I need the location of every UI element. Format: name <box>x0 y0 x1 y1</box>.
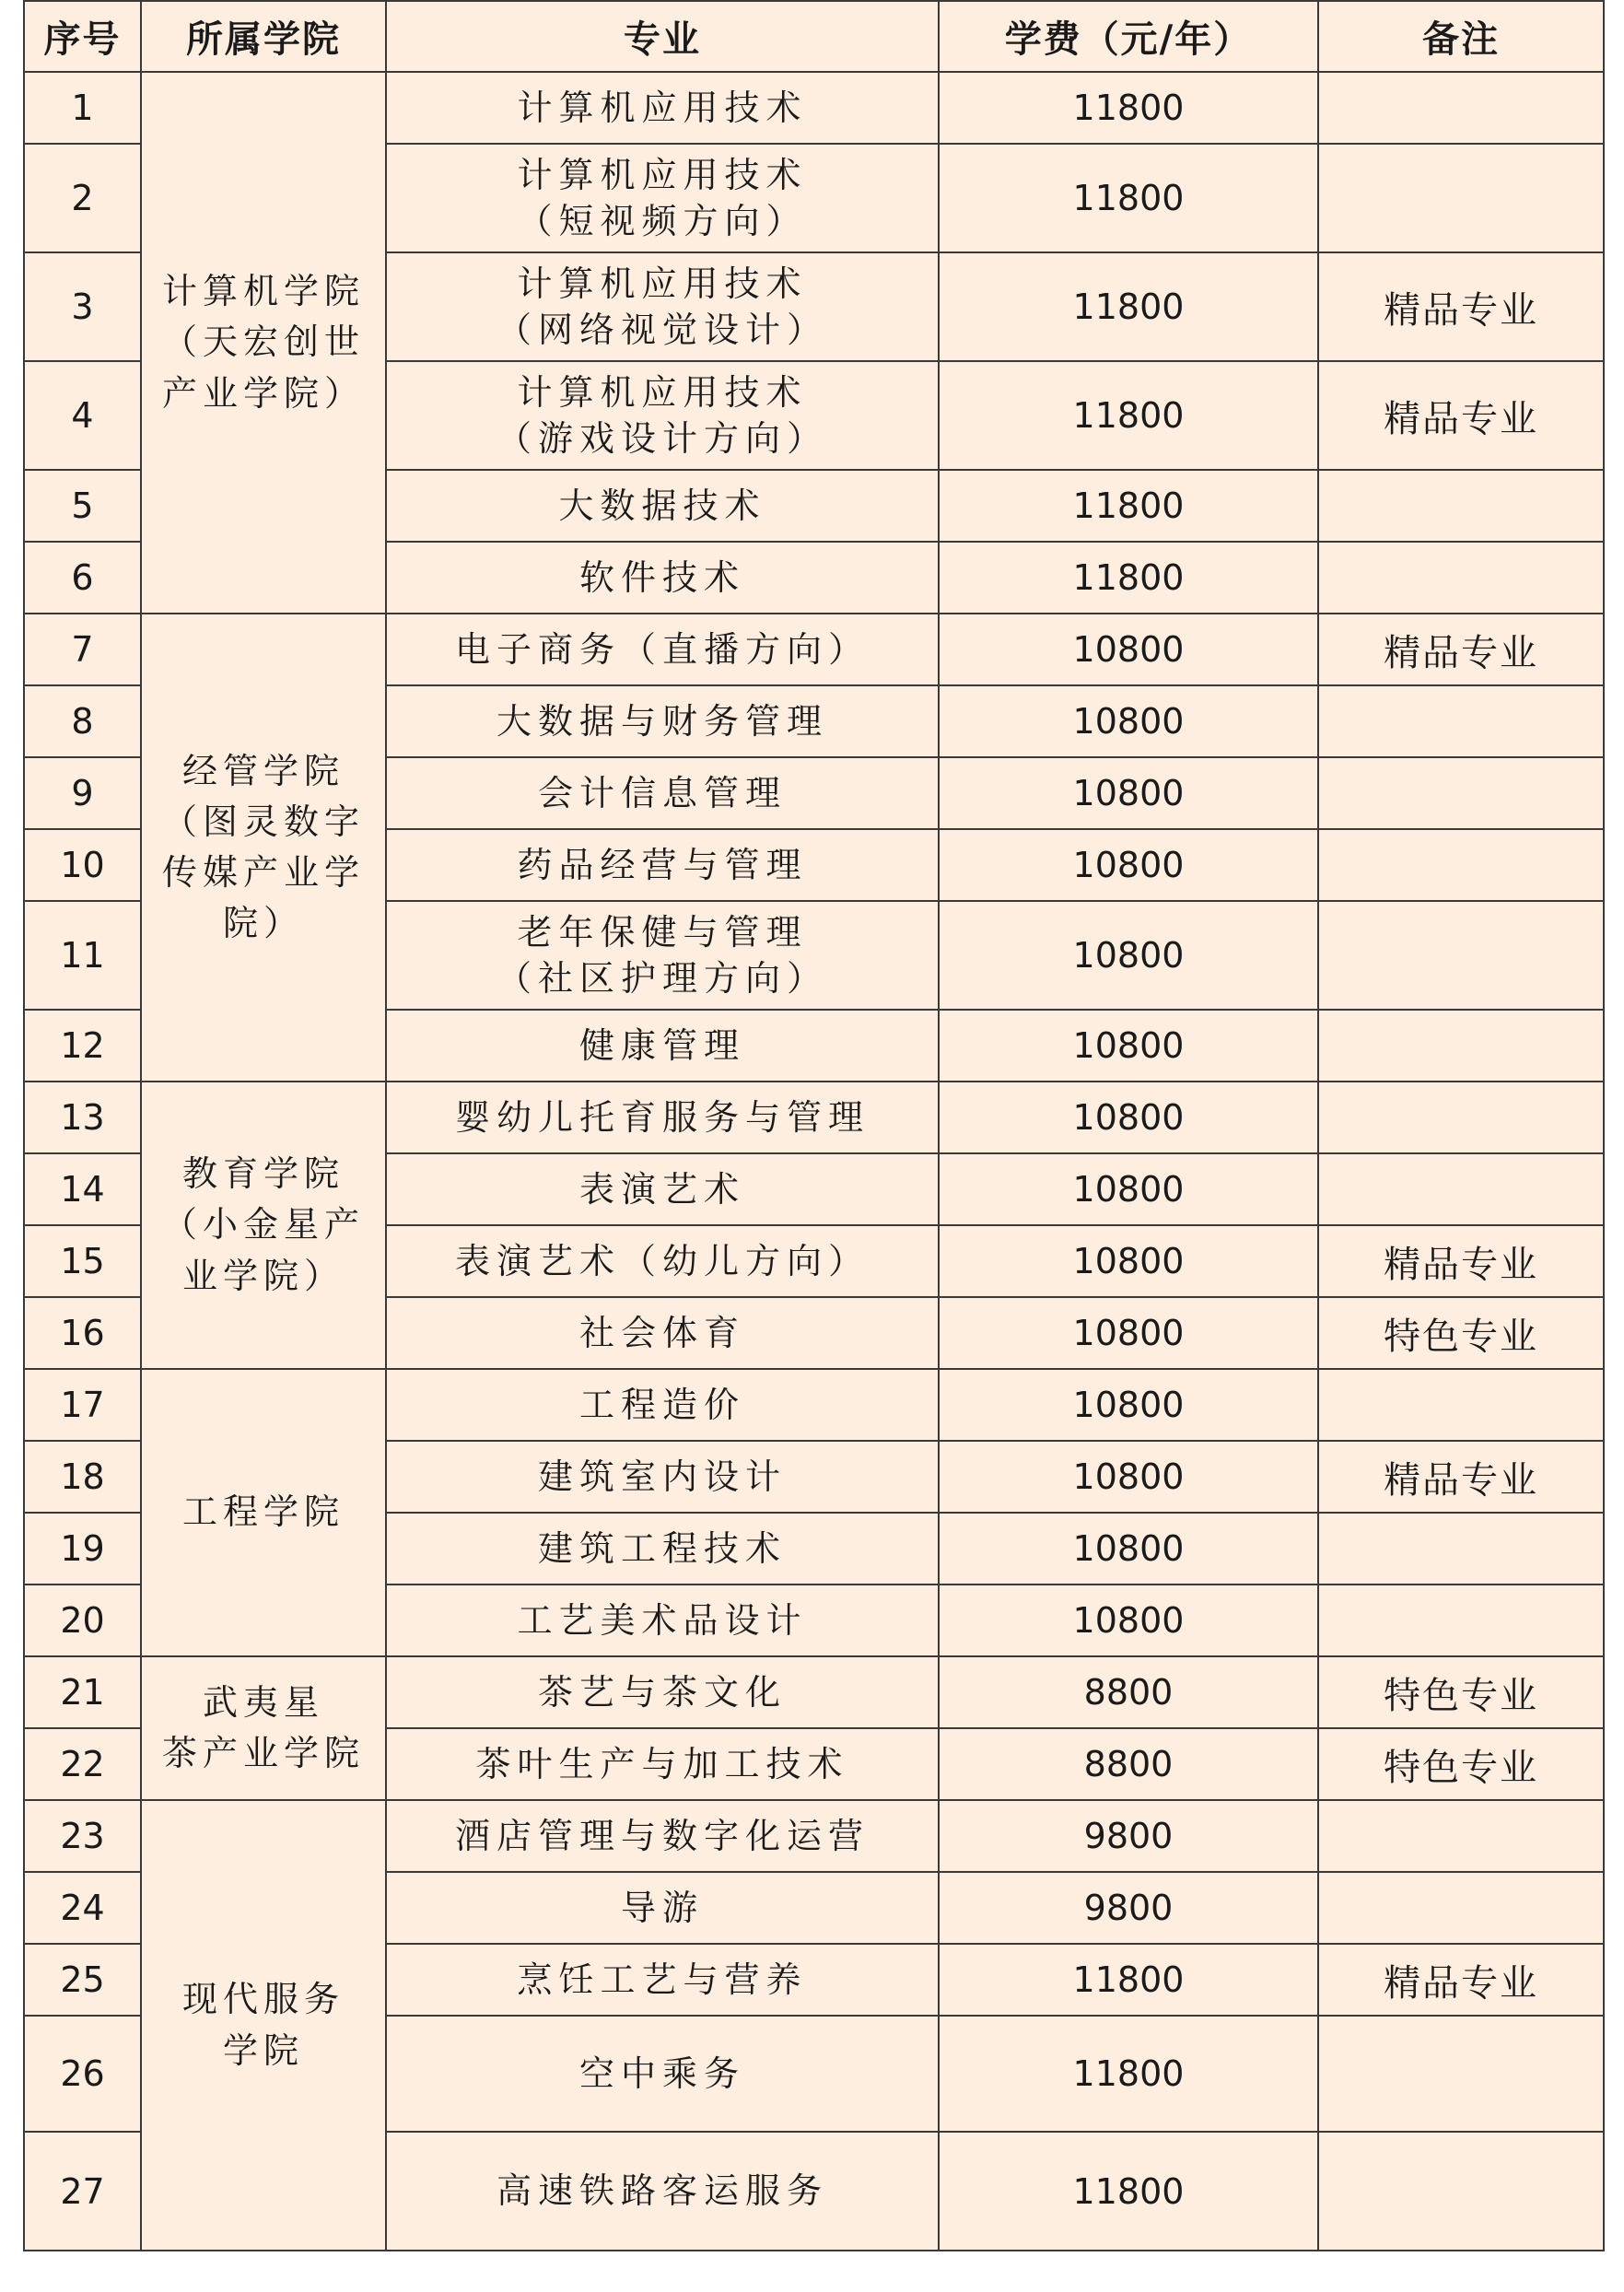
tuition-value: 11800 <box>939 144 1318 252</box>
major-name-line: （短视频方向） <box>517 201 808 241</box>
major-name-line: 会计信息管理 <box>537 772 787 813</box>
note-badge <box>1318 901 1604 1010</box>
header-major: 专业 <box>386 1 939 72</box>
major-name-line: （网络视觉设计） <box>496 310 828 350</box>
note-badge: 精品专业 <box>1318 614 1604 685</box>
row-index: 13 <box>24 1082 141 1153</box>
major-name <box>386 614 939 685</box>
major-name-line: 表演艺术（幼儿方向） <box>454 1240 870 1281</box>
major-name <box>386 901 939 1010</box>
row-index: 23 <box>24 1800 141 1872</box>
note-badge <box>1318 829 1604 901</box>
college-name-line: 茶产业学院 <box>161 1733 365 1773</box>
college-name <box>141 1656 386 1800</box>
college-name-line: 院） <box>222 903 304 944</box>
major-name <box>386 1153 939 1225</box>
major-name-line: 茶叶生产与加工技术 <box>475 1743 849 1784</box>
row-index: 1 <box>24 72 141 144</box>
row-index: 20 <box>24 1585 141 1656</box>
row-index: 10 <box>24 829 141 901</box>
major-name-line: 社会体育 <box>578 1312 745 1353</box>
tuition-value: 11800 <box>939 252 1318 361</box>
major-name <box>386 252 939 361</box>
college-name-line: （小金星产 <box>161 1204 365 1245</box>
header-row <box>24 1 1604 72</box>
row-index: 27 <box>24 2132 141 2251</box>
row-index: 12 <box>24 1010 141 1082</box>
major-name <box>386 542 939 614</box>
college-name-line: 学院 <box>222 2029 304 2071</box>
row-index: 2 <box>24 144 141 252</box>
college-name-line: 现代服务 <box>181 1979 345 2020</box>
college-name-line: 传媒产业学 <box>161 852 365 893</box>
major-name-line: 计算机应用技术 <box>517 371 808 413</box>
major-name <box>386 2016 939 2132</box>
major-name-line: 导游 <box>620 1887 704 1928</box>
college-name-line: 教育学院 <box>181 1153 345 1195</box>
note-badge <box>1318 1153 1604 1225</box>
note-badge <box>1318 2132 1604 2251</box>
major-name <box>386 1010 939 1082</box>
note-badge: 精品专业 <box>1318 252 1604 361</box>
major-name <box>386 1944 939 2016</box>
note-badge: 特色专业 <box>1318 1728 1604 1800</box>
major-name <box>386 1728 939 1800</box>
major-name <box>386 1225 939 1297</box>
row-index: 22 <box>24 1728 141 1800</box>
note-badge <box>1318 757 1604 829</box>
tuition-value: 10800 <box>939 1297 1318 1369</box>
row-index: 26 <box>24 2016 141 2132</box>
tuition-value: 10800 <box>939 1585 1318 1656</box>
row-index: 4 <box>24 361 141 470</box>
tuition-value: 10800 <box>939 1010 1318 1082</box>
college-name-line: 计算机学院 <box>161 271 365 312</box>
major-name-line: 软件技术 <box>578 556 745 598</box>
college-name-line: 武夷星 <box>202 1681 324 1723</box>
note-badge <box>1318 1010 1604 1082</box>
college-name <box>141 1082 386 1369</box>
major-name-line: 表演艺术 <box>578 1168 745 1210</box>
tuition-value: 9800 <box>939 1800 1318 1872</box>
tuition-value: 11800 <box>939 470 1318 542</box>
note-badge: 精品专业 <box>1318 1944 1604 2016</box>
note-badge <box>1318 1369 1604 1441</box>
major-name <box>386 757 939 829</box>
major-name-line: 计算机应用技术 <box>517 263 808 304</box>
major-name-line: 计算机应用技术 <box>517 154 808 195</box>
major-name-line: 工程造价 <box>578 1384 745 1425</box>
row-index: 25 <box>24 1944 141 2016</box>
major-name <box>386 361 939 470</box>
major-name <box>386 470 939 542</box>
major-name-line: 大数据与财务管理 <box>496 700 828 742</box>
note-badge: 特色专业 <box>1318 1656 1604 1728</box>
college-name-line: （图灵数字 <box>161 801 365 842</box>
major-name <box>386 1800 939 1872</box>
major-name <box>386 829 939 901</box>
header-college: 所属学院 <box>141 1 386 72</box>
tuition-value: 10800 <box>939 1153 1318 1225</box>
row-index: 9 <box>24 757 141 829</box>
major-name-line: 健康管理 <box>578 1024 745 1066</box>
note-badge: 精品专业 <box>1318 1441 1604 1513</box>
major-name-line: 茶艺与茶文化 <box>537 1671 787 1713</box>
major-name-line: 大数据技术 <box>558 485 766 526</box>
table-row <box>24 72 1604 144</box>
note-badge: 精品专业 <box>1318 1225 1604 1297</box>
tuition-value: 11800 <box>939 361 1318 470</box>
table-row <box>24 1800 1604 1872</box>
row-index: 7 <box>24 614 141 685</box>
table-row <box>24 1369 1604 1441</box>
row-index: 15 <box>24 1225 141 1297</box>
note-badge <box>1318 72 1604 144</box>
row-index: 24 <box>24 1872 141 1944</box>
note-badge: 精品专业 <box>1318 361 1604 470</box>
tuition-value: 10800 <box>939 1082 1318 1153</box>
college-name <box>141 614 386 1082</box>
college-name-line: （天宏创世 <box>161 322 365 363</box>
major-name <box>386 72 939 144</box>
header-index: 序号 <box>24 1 141 72</box>
major-name-line: 建筑工程技术 <box>537 1527 787 1569</box>
note-badge <box>1318 470 1604 542</box>
tuition-value: 10800 <box>939 1441 1318 1513</box>
college-name-line: 经管学院 <box>181 750 345 791</box>
tuition-value: 8800 <box>939 1728 1318 1800</box>
major-name-line: 药品经营与管理 <box>517 844 808 885</box>
college-name <box>141 1369 386 1656</box>
tuition-value: 11800 <box>939 2132 1318 2251</box>
tuition-value: 10800 <box>939 829 1318 901</box>
major-name-line: （游戏设计方向） <box>496 418 828 459</box>
major-name-line: （社区护理方向） <box>496 958 828 999</box>
major-name <box>386 1585 939 1656</box>
row-index: 5 <box>24 470 141 542</box>
tuition-value: 11800 <box>939 1944 1318 2016</box>
note-badge <box>1318 1082 1604 1153</box>
major-name-line: 计算机应用技术 <box>517 87 808 128</box>
major-name-line: 工艺美术品设计 <box>517 1599 808 1641</box>
note-badge <box>1318 1800 1604 1872</box>
college-name-line: 产业学院） <box>161 372 365 414</box>
note-badge <box>1318 144 1604 252</box>
header-note: 备注 <box>1318 1 1604 72</box>
note-badge: 特色专业 <box>1318 1297 1604 1369</box>
tuition-value: 8800 <box>939 1656 1318 1728</box>
tuition-value: 10800 <box>939 1225 1318 1297</box>
note-badge <box>1318 1513 1604 1585</box>
tuition-value: 10800 <box>939 685 1318 757</box>
major-name-line: 建筑室内设计 <box>537 1456 787 1497</box>
major-name <box>386 2132 939 2251</box>
major-name-line: 高速铁路客运服务 <box>496 2170 828 2212</box>
row-index: 21 <box>24 1656 141 1728</box>
college-name-line: 业学院） <box>181 1255 345 1296</box>
major-name-line: 婴幼儿托育服务与管理 <box>454 1096 870 1138</box>
tuition-value: 10800 <box>939 614 1318 685</box>
note-badge <box>1318 1585 1604 1656</box>
row-index: 14 <box>24 1153 141 1225</box>
header-tuition: 学费（元/年） <box>939 1 1318 72</box>
major-name <box>386 144 939 252</box>
tuition-table <box>23 0 1605 2251</box>
row-index: 16 <box>24 1297 141 1369</box>
row-index: 18 <box>24 1441 141 1513</box>
college-name <box>141 72 386 614</box>
major-name <box>386 685 939 757</box>
major-name <box>386 1441 939 1513</box>
table-row <box>24 1082 1604 1153</box>
note-badge <box>1318 1872 1604 1944</box>
row-index: 11 <box>24 901 141 1010</box>
college-name <box>141 1800 386 2251</box>
major-name-line: 电子商务（直播方向） <box>454 628 870 670</box>
major-name <box>386 1082 939 1153</box>
table-row <box>24 1656 1604 1728</box>
major-name <box>386 1513 939 1585</box>
tuition-value: 10800 <box>939 1513 1318 1585</box>
row-index: 6 <box>24 542 141 614</box>
note-badge <box>1318 685 1604 757</box>
major-name <box>386 1656 939 1728</box>
major-name <box>386 1872 939 1944</box>
major-name-line: 空中乘务 <box>578 2052 745 2094</box>
tuition-value: 11800 <box>939 72 1318 144</box>
tuition-value: 11800 <box>939 542 1318 614</box>
college-name-line: 工程学院 <box>181 1491 345 1533</box>
row-index: 19 <box>24 1513 141 1585</box>
row-index: 8 <box>24 685 141 757</box>
major-name <box>386 1369 939 1441</box>
tuition-value: 11800 <box>939 2016 1318 2132</box>
table-row <box>24 614 1604 685</box>
major-name <box>386 1297 939 1369</box>
row-index: 17 <box>24 1369 141 1441</box>
tuition-value: 9800 <box>939 1872 1318 1944</box>
tuition-value: 10800 <box>939 757 1318 829</box>
row-index: 3 <box>24 252 141 361</box>
major-name-line: 烹饪工艺与营养 <box>517 1959 808 2000</box>
tuition-value: 10800 <box>939 1369 1318 1441</box>
major-name-line: 老年保健与管理 <box>517 911 808 953</box>
note-badge <box>1318 542 1604 614</box>
major-name-line: 酒店管理与数字化运营 <box>454 1815 870 1856</box>
tuition-value: 10800 <box>939 901 1318 1010</box>
note-badge <box>1318 2016 1604 2132</box>
